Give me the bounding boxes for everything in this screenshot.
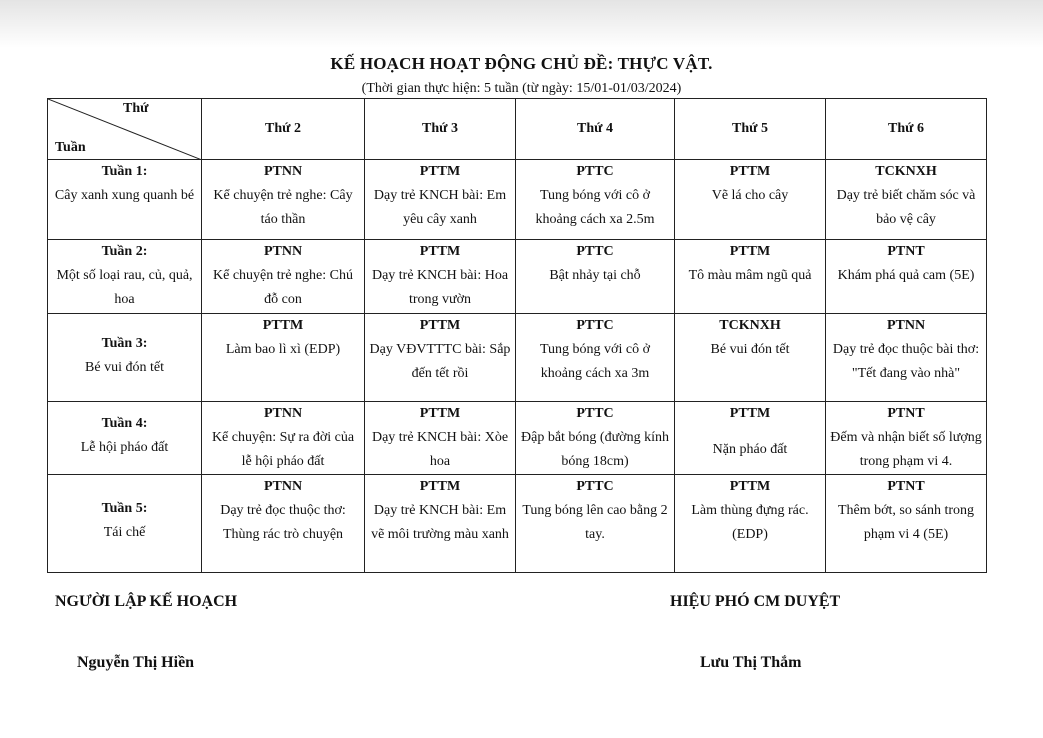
activity-code: PTNT (887, 244, 925, 259)
week-cell (48, 314, 202, 402)
day-header: Thứ 5 (675, 99, 826, 160)
activity-cell (826, 240, 987, 314)
activity-cell (365, 160, 516, 240)
activity-code: PTTC (576, 479, 614, 494)
activity-cell (516, 240, 675, 314)
activity-text: Tung bóng lên cao bằng 2 tay. (522, 503, 668, 542)
activity-code: PTTM (419, 479, 461, 494)
activity-code: PTTM (729, 406, 771, 421)
header-row (48, 99, 987, 160)
week-cell (48, 402, 202, 475)
activity-code: PTNN (263, 244, 303, 259)
activity-text: Khám phá quả cam (5E) (837, 268, 975, 283)
approver-title: HIỆU PHÓ CM DUYỆT (670, 593, 841, 610)
plan-title: KẾ HOẠCH HOẠT ĐỘNG CHỦ ĐỀ: THỰC VẬT. (330, 54, 713, 73)
week-label: Tuần 4: (101, 416, 148, 431)
activity-code: PTTM (419, 406, 461, 421)
activity-cell (516, 160, 675, 240)
activity-cell (365, 402, 516, 475)
table-row (48, 160, 987, 240)
activity-cell (202, 160, 365, 240)
activity-code: TCKNXH (719, 318, 781, 333)
week-label: Tuần 1: (101, 164, 148, 179)
activity-cell (516, 475, 675, 573)
activity-cell (202, 402, 365, 475)
activity-cell (365, 240, 516, 314)
activity-text: Tung bóng với cô ở khoảng cách xa 2.5m (535, 188, 655, 227)
activity-code: PTNN (886, 318, 926, 333)
activity-cell (202, 314, 365, 402)
activity-text: Dạy trẻ biết chăm sóc và bảo vệ cây (836, 188, 976, 227)
activity-text: Kể chuyện: Sự ra đời của lễ hội pháo đất (211, 430, 355, 469)
activity-code: PTTM (729, 164, 771, 179)
activity-cell (675, 240, 826, 314)
week-label: Tuần 3: (101, 336, 148, 351)
week-topic: Một số loại rau, củ, quả, hoa (56, 268, 193, 307)
activity-cell (202, 240, 365, 314)
activity-cell (675, 314, 826, 402)
activity-text: Đập bắt bóng (đường kính bóng 18cm) (521, 430, 669, 469)
activity-text: Bật nhảy tại chỗ (549, 268, 641, 283)
activity-cell (516, 402, 675, 475)
activity-code: PTNT (887, 406, 925, 421)
activity-text: Làm bao lì xì (EDP) (225, 342, 341, 357)
activity-text: Tô màu mâm ngũ quả (688, 268, 812, 283)
activity-code: PTTM (262, 318, 304, 333)
week-topic: Cây xanh xung quanh bé (54, 188, 195, 203)
activity-code: PTTM (729, 244, 771, 259)
table-row (48, 240, 987, 314)
activity-text: Dạy trẻ KNCH bài: Em yêu cây xanh (373, 188, 507, 227)
day-header: Thứ 4 (516, 99, 675, 160)
activity-cell (826, 475, 987, 573)
page-top-shadow (0, 0, 1043, 48)
activity-code: TCKNXH (875, 164, 937, 179)
activity-code: PTNN (263, 479, 303, 494)
corner-day-label: Thứ (123, 101, 149, 116)
week-label: Tuần 5: (101, 501, 148, 516)
activity-text: Thêm bớt, so sánh trong phạm vi 4 (5E) (837, 503, 975, 542)
activity-text: Dạy trẻ đọc thuộc bài thơ: "Tết đang vào nhà" (832, 342, 980, 381)
activity-text: Nặn pháo đất (712, 442, 788, 457)
week-cell (48, 475, 202, 573)
activity-cell (826, 314, 987, 402)
activity-text: Dạy trẻ đọc thuộc thơ: Thùng rác trò chuyện (220, 503, 346, 542)
activity-cell (365, 475, 516, 573)
activity-text: Đếm và nhận biết số lượng trong phạm vi 4. (830, 430, 982, 469)
activity-code: PTTM (729, 479, 771, 494)
table-row (48, 314, 987, 402)
activity-text: Dạy trẻ KNCH bài: Hoa trong vườn (371, 268, 509, 307)
planner-name: Nguyễn Thị Hiền (77, 654, 195, 671)
activity-text: Vẽ lá cho cây (711, 188, 789, 203)
activity-cell (675, 160, 826, 240)
activity-code: PTTC (576, 406, 614, 421)
week-cell (48, 160, 202, 240)
week-cell (48, 240, 202, 314)
day-header: Thứ 2 (202, 99, 365, 160)
activity-code: PTTC (576, 244, 614, 259)
week-topic: Lễ hội pháo đất (80, 440, 169, 455)
activity-code: PTTC (576, 164, 614, 179)
activity-text: Tung bóng với cô ở khoảng cách xa 3m (540, 342, 650, 381)
activity-text: Dạy trẻ KNCH bài: Xòe hoa (371, 430, 509, 469)
approver-name: Lưu Thị Thắm (700, 654, 802, 671)
corner-cell (48, 99, 202, 160)
activity-code: PTTM (419, 318, 461, 333)
activity-code: PTNT (887, 479, 925, 494)
table-row (48, 402, 987, 475)
week-topic: Bé vui đón tết (85, 360, 164, 375)
activity-plan-table (47, 98, 987, 573)
activity-text: Kể chuyện trẻ nghe: Cây táo thần (213, 188, 353, 227)
activity-code: PTTM (419, 244, 461, 259)
activity-cell (675, 475, 826, 573)
activity-cell (675, 402, 826, 475)
activity-cell (202, 475, 365, 573)
activity-text: Kể chuyện trẻ nghe: Chú đỗ con (213, 268, 353, 307)
activity-text: Dạy VĐVTTTC bài: Sắp đến tết rồi (369, 342, 511, 381)
activity-cell (516, 314, 675, 402)
plan-subtitle: (Thời gian thực hiện: 5 tuần (từ ngày: 15/01-01/03/2024) (361, 81, 682, 96)
activity-text: Bé vui đón tết (710, 342, 790, 357)
corner-week-label: Tuần (55, 140, 86, 155)
activity-code: PTTM (419, 164, 461, 179)
activity-text: Làm thùng đựng rác. (EDP) (691, 503, 809, 542)
planner-title: NGƯỜI LẬP KẾ HOẠCH (55, 593, 238, 610)
day-header: Thứ 6 (826, 99, 987, 160)
activity-cell (365, 314, 516, 402)
activity-cell (826, 160, 987, 240)
activity-text: Dạy trẻ KNCH bài: Em vẽ môi trường màu xanh (371, 503, 509, 542)
activity-code: PTTC (576, 318, 614, 333)
activity-code: PTNN (263, 164, 303, 179)
week-topic: Tái chế (103, 525, 146, 540)
week-label: Tuần 2: (101, 244, 148, 259)
day-header: Thứ 3 (365, 99, 516, 160)
activity-cell (826, 402, 987, 475)
activity-code: PTNN (263, 406, 303, 421)
table-row (48, 475, 987, 573)
